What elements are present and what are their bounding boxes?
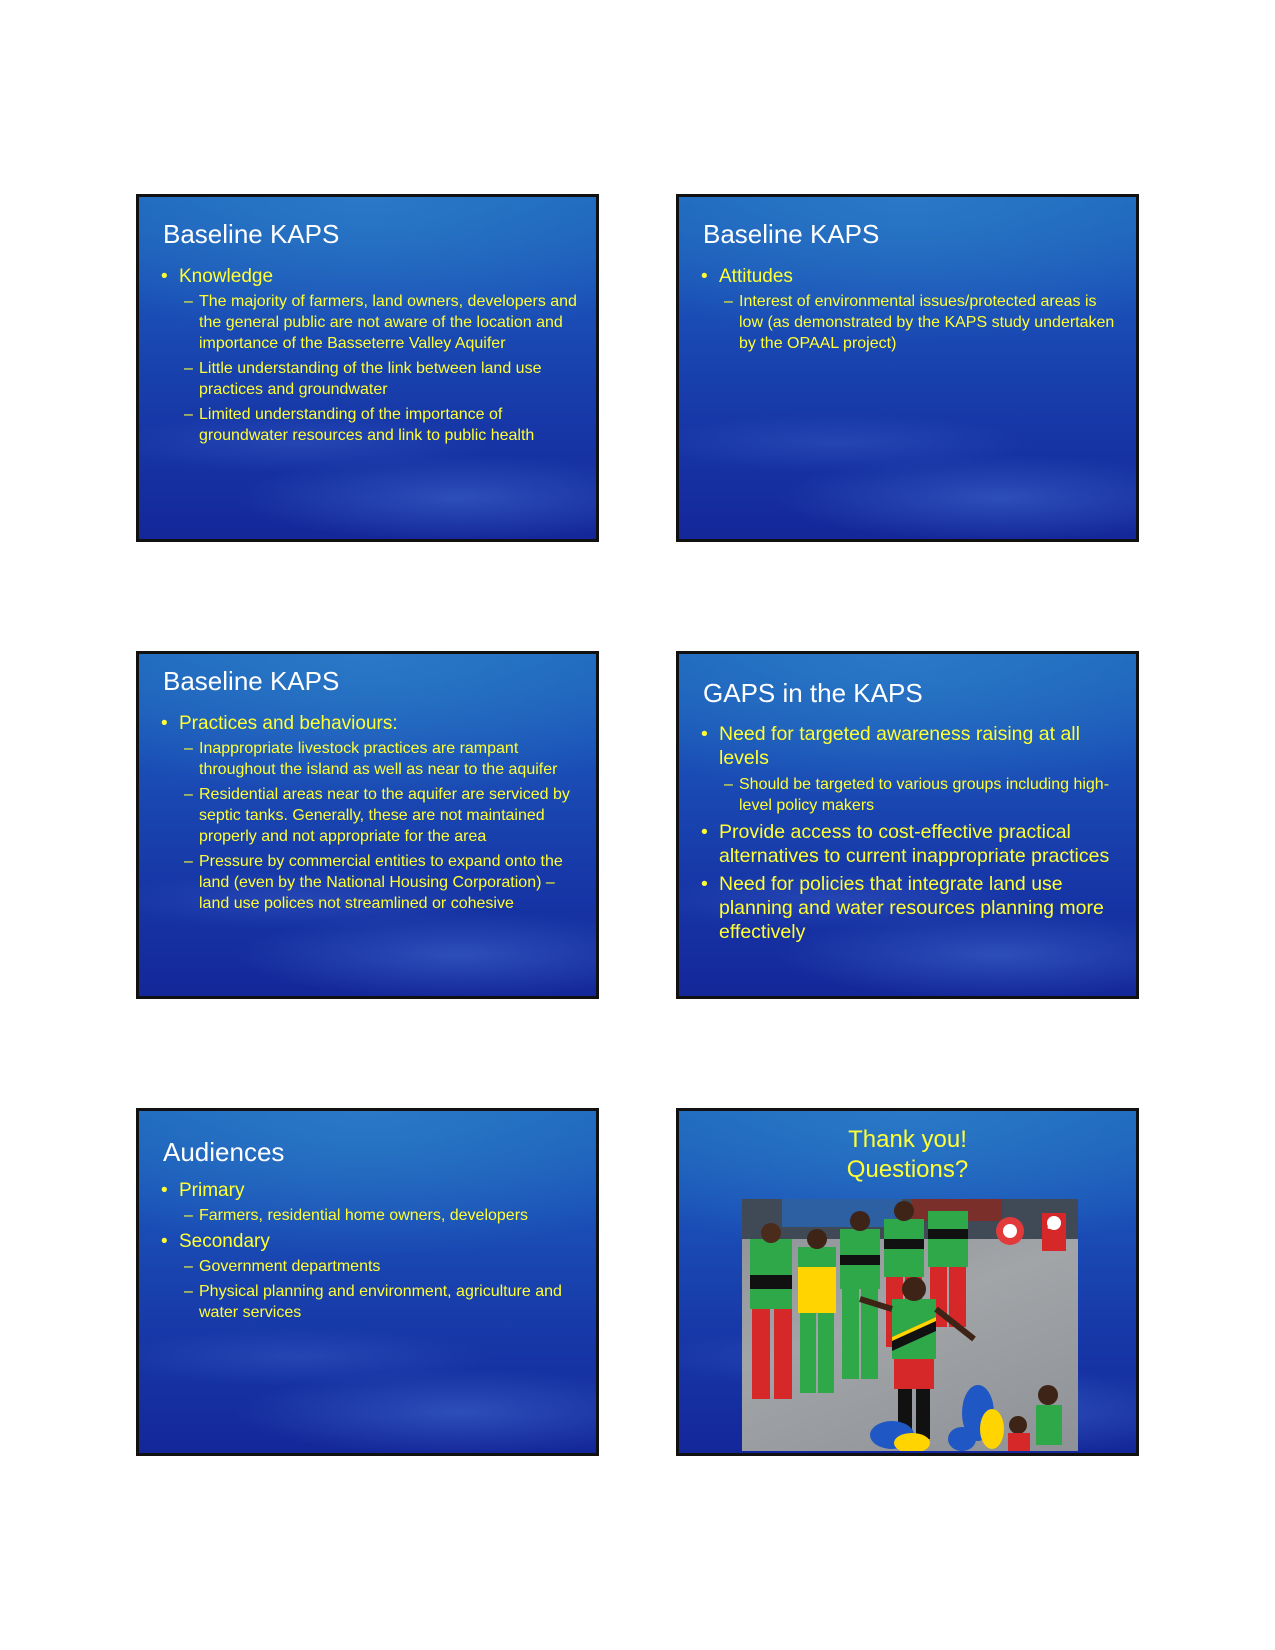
slide-3-practices (136, 651, 599, 999)
slide-4-gaps (676, 651, 1139, 999)
dash-icon: – (184, 406, 193, 423)
bullet-text: Knowledge (179, 266, 274, 287)
bullet-text: Primary (179, 1180, 245, 1201)
sub-bullet-text: Pressure by commercial entities to expand onto the land (even by the National Housing Corporation) – land use polices not streamlined or cohesive (199, 853, 563, 912)
bullet-text: Attitudes (719, 266, 793, 287)
sub-bullet-text: Interest of environmental issues/protected areas is low (as demonstrated by the KAPS study undertaken by the OPAAL project) (739, 293, 1115, 352)
slide-title: Baseline KAPS (163, 666, 340, 696)
bullet-list (701, 265, 1122, 358)
bullet-dot-icon: • (701, 723, 708, 745)
bullet-dot-icon: • (161, 713, 168, 734)
sub-bullet-text: Farmers, residential home owners, developers (199, 1207, 529, 1224)
bullet-item (701, 820, 1122, 868)
bullet-item (161, 265, 582, 289)
dash-icon: – (184, 1258, 193, 1275)
bullet-item (161, 1179, 582, 1203)
sub-bullet-item (701, 291, 1122, 354)
sub-bullet-text: Residential areas near to the aquifer are serviced by septic tanks. Generally, these are not maintained properly and not appropriate for the area (199, 786, 570, 845)
thank-you-heading (679, 1125, 1136, 1185)
sub-bullet-text: Little understanding of the link between land use practices and groundwater (199, 360, 542, 398)
slide-2-attitudes (676, 194, 1139, 542)
bullet-dot-icon: • (161, 1180, 168, 1201)
dash-icon: – (184, 360, 193, 377)
thank-you-line: Thank you! (848, 1126, 967, 1153)
sub-bullet-item (161, 784, 582, 847)
sub-bullet-item (161, 1281, 582, 1323)
bullet-dot-icon: • (161, 1231, 168, 1252)
sub-bullet-item (701, 774, 1122, 816)
slide-5-audiences (136, 1108, 599, 1456)
dash-icon: – (184, 1283, 193, 1300)
sub-bullet-item (161, 404, 582, 446)
sub-bullet-item (161, 291, 582, 354)
bullet-dot-icon: • (161, 266, 168, 287)
bullet-text: Secondary (179, 1231, 270, 1252)
slide-6-thank-you (676, 1108, 1139, 1456)
slide-title: GAPS in the KAPS (703, 678, 923, 708)
svg-text:35: 35 (1047, 1221, 1059, 1232)
bullet-list (701, 722, 1122, 948)
dash-icon: – (184, 740, 193, 757)
slide-1-knowledge (136, 194, 599, 542)
sub-bullet-text: Limited understanding of the importance of groundwater resources and link to public health (199, 406, 535, 444)
bullet-list (161, 265, 582, 450)
slide-title: Audiences (163, 1137, 285, 1167)
questions-line: Questions? (846, 1156, 969, 1183)
bullet-dot-icon: • (701, 873, 708, 895)
sub-bullet-item (161, 358, 582, 400)
dash-icon: – (184, 786, 193, 803)
bullet-item (161, 1230, 582, 1254)
sub-bullet-text: Inappropriate livestock practices are rampant throughout the island as well as near to the aquifer (199, 740, 558, 778)
bullet-text: Practices and behaviours: (179, 713, 398, 734)
dash-icon: – (184, 853, 193, 870)
bullet-text: Need for targeted awareness raising at all levels (719, 723, 1080, 769)
carnival-photo-illustration (742, 1199, 1078, 1451)
dash-icon: – (184, 293, 193, 310)
slide-title: Baseline KAPS (703, 219, 880, 249)
bullet-text: Provide access to cost-effective practical alternatives to current inappropriate practices (719, 821, 1110, 867)
bullet-list (161, 1179, 582, 1327)
sub-bullet-text: Government departments (199, 1258, 381, 1275)
dash-icon: – (724, 293, 733, 310)
sub-bullet-item (161, 1256, 582, 1277)
carnival-photo (742, 1199, 1078, 1451)
bullet-item (161, 712, 582, 736)
bullet-item (701, 872, 1122, 944)
slide-title: Baseline KAPS (163, 219, 340, 249)
bullet-dot-icon: • (701, 266, 708, 287)
sub-bullet-item (161, 851, 582, 914)
bullet-text: Need for policies that integrate land use planning and water resources planning more effectively (719, 873, 1104, 943)
sub-bullet-text: Physical planning and environment, agriculture and water services (199, 1283, 562, 1321)
sub-bullet-text: Should be targeted to various groups including high-level policy makers (739, 776, 1110, 814)
bullet-dot-icon: • (701, 821, 708, 843)
bullet-item (701, 722, 1122, 770)
sub-bullet-text: The majority of farmers, land owners, developers and the general public are not aware of the location and importance of the Basseterre Valley Aquifer (199, 293, 577, 352)
sub-bullet-item (161, 1205, 582, 1226)
bullet-list (161, 712, 582, 918)
sub-bullet-item (161, 738, 582, 780)
bullet-item (701, 265, 1122, 289)
dash-icon: – (184, 1207, 193, 1224)
dash-icon: – (724, 776, 733, 793)
